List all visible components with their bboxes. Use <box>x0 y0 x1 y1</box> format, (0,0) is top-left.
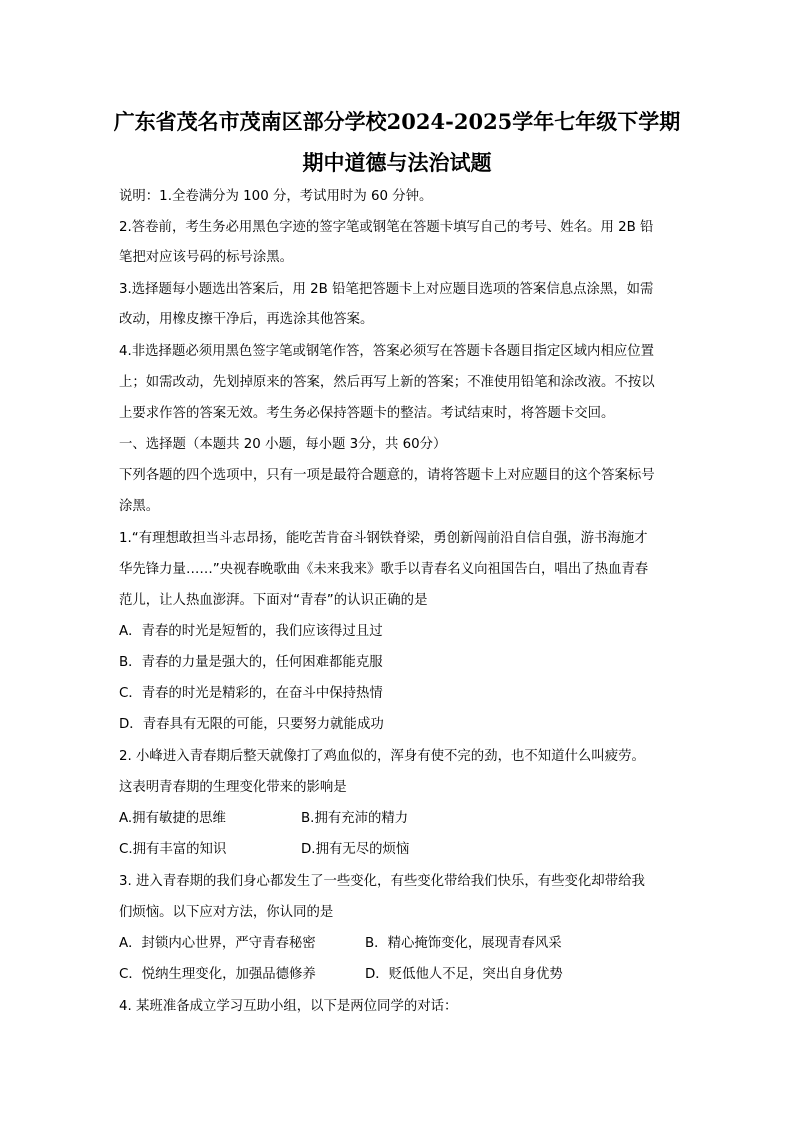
q3-option-b: B．精心掩饰变化，展现青春风采 <box>365 936 562 951</box>
q1-stem-c: 范儿，让人热血澎湃。下面对“青春”的认识正确的是 <box>119 593 428 608</box>
q3-option-c: C．悦纳生理变化，加强品德修养 <box>119 967 316 982</box>
q2-option-c: C.拥有丰富的知识 <box>119 842 227 857</box>
q2-option-b: B.拥有充沛的精力 <box>301 811 409 826</box>
q3-option-d: D．贬低他人不足，突出自身优势 <box>365 967 563 982</box>
instruction-4a: 4.非选择题必须用黑色签字笔或钢笔作答，答案必须写在答题卡各题目指定区域内相应位置 <box>119 344 655 359</box>
q1-stem-b: 华先锋力量……”央视春晚歌曲《未来我来》歌手以青春名义向祖国告白，唱出了热血青春 <box>119 562 649 577</box>
q1-option-d: D．青春具有无限的可能，只要努力就能成功 <box>119 717 384 732</box>
instruction-3b: 改动，用橡皮擦干净后，再选涂其他答案。 <box>119 312 374 327</box>
instruction-2a: 2.答卷前，考生务必用黑色字迹的签字笔或钢笔在答题卡填写自己的考号、姓名。用 2B 铅 <box>119 220 654 235</box>
section-intro-a: 下列各题的四个选项中，只有一项是最符合题意的，请将答题卡上对应题目的这个答案标号 <box>119 468 655 483</box>
q2-stem-b: 这表明青春期的生理变化带来的影响是 <box>119 780 347 795</box>
instruction-3a: 3.选择题每小题选出答案后，用 2B 铅笔把答题卡上对应题目选项的答案信息点涂黑，如需 <box>119 282 654 297</box>
q3-stem-b: 们烦恼。以下应对方法，你认同的是 <box>119 905 334 920</box>
q3-option-row-1 <box>119 935 562 953</box>
q3-stem-a: 3. 进入青春期的我们身心都发生了一些变化，有些变化带给我们快乐，有些变化却带给我 <box>119 874 645 889</box>
instruction-4c: 上要求作答的答案无效。考生务必保持答题卡的整洁。考试结束时，将答题卡交回。 <box>119 406 615 421</box>
q3-option-row-2 <box>119 966 563 984</box>
q1-option-c: C．青春的时光是精彩的，在奋斗中保持热情 <box>119 686 383 701</box>
instruction-4b: 上；如需改动，先划掉原来的答案，然后再写上新的答案；不准使用铅笔和涂改液。不按以 <box>119 375 655 390</box>
exam-title-line-2: 期中道德与法治试题 <box>302 150 492 175</box>
q2-option-a: A.拥有敏捷的思维 <box>119 811 226 826</box>
q2-option-d: D.拥有无尽的烦恼 <box>301 842 410 857</box>
q3-option-a: A．封锁内心世界，严守青春秘密 <box>119 936 316 951</box>
q2-option-row-2 <box>119 841 410 859</box>
instruction-1: 说明：1.全卷满分为 100 分，考试用时为 60 分钟。 <box>119 189 433 204</box>
q4-stem: 4. 某班准备成立学习互助小组，以下是两位同学的对话： <box>119 999 458 1014</box>
q2-option-row-1 <box>119 810 409 828</box>
section-heading: 一、选择题（本题共 20 小题，每小题 3分，共 60分） <box>119 437 447 452</box>
instruction-2b: 笔把对应该号码的标号涂黑。 <box>119 250 294 265</box>
q1-option-b: B．青春的力量是强大的，任何困难都能克服 <box>119 655 383 670</box>
q2-stem-a: 2. 小峰进入青春期后整天就像打了鸡血似的，浑身有使不完的劲，也不知道什么叫疲劳。 <box>119 749 645 764</box>
exam-title-line-1: 广东省茂名市茂南区部分学校2024-2025学年七年级下学期 <box>113 109 681 134</box>
q1-option-a: A．青春的时光是短暂的，我们应该得过且过 <box>119 624 383 639</box>
q1-stem-a: 1.“有理想敢担当斗志昂扬，能吃苦肯奋斗钢铁脊梁，勇创新闯前沿自信自强，游书海施才 <box>119 531 648 546</box>
section-intro-b: 涂黑。 <box>119 499 160 514</box>
